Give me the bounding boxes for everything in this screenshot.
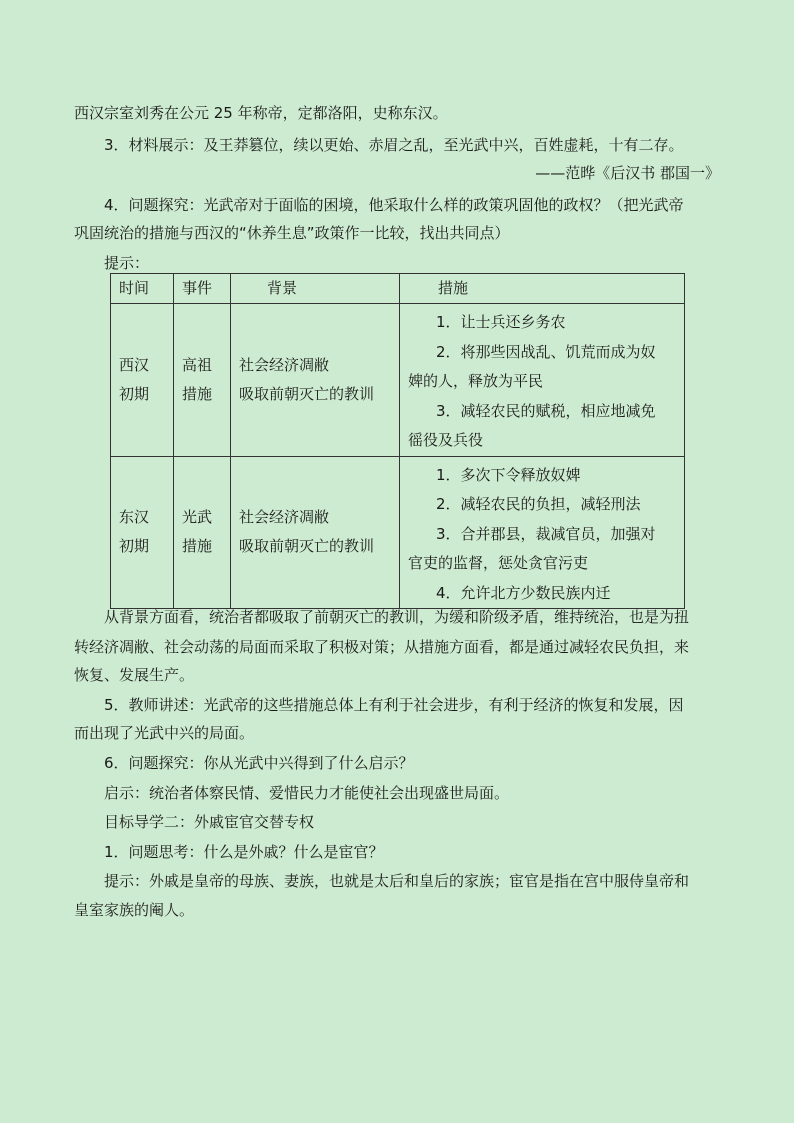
header-measures: 措施 [438, 279, 469, 297]
cell-time: 西汉 初期 [119, 355, 150, 403]
teacher-paragraph-cont: 而出现了光武中兴的局面。 [74, 724, 255, 742]
comparison-table [110, 273, 685, 609]
analysis-paragraph-cont: 恢复、发展生产。 [74, 666, 195, 684]
question-paragraph-cont: 巩固统治的措施与西汉的“休养生息”政策作一比较，找出共同点） [74, 224, 510, 242]
section-heading: 目标导学二：外戚宦官交替专权 [104, 813, 315, 831]
cell-event: 高祖 措施 [182, 355, 213, 403]
material-paragraph: 3．材料展示：及王莽篡位，续以更始、赤眉之乱，至光武中兴，百姓虚耗，十有二存。 [104, 136, 684, 154]
header-event: 事件 [182, 279, 213, 297]
cell-measures: 1．多次下令释放奴婢 2．减轻农民的负担，减轻刑法 3．合并郡县，裁减官员，加强对 官吏的监督，惩处贪官污吏 4．允许北方少数民族内迁 [408, 465, 656, 602]
cell-measures: 1．让士兵还乡务农 2．将那些因战乱、饥荒而成为奴 婢的人，释放为平民 3．减轻农民的赋税，相应地减免 徭役及兵役 [408, 313, 656, 449]
table-header-row [111, 274, 685, 304]
header-background: 背景 [267, 279, 298, 297]
inspiration-text: 启示：统治者体察民情、爱惜民力才能使社会出现盛世局面。 [104, 784, 510, 802]
cell-background: 社会经济凋敝 吸取前朝灭亡的教训 [239, 355, 375, 403]
question-6: 6．问题探究：你从光武中兴得到了什么启示？ [104, 754, 414, 772]
cell-event: 光武 措施 [182, 508, 213, 556]
analysis-paragraph: 从背景方面看，统治者都吸取了前朝灭亡的教训，为缓和阶级矛盾，维持统治，也是为扭 [104, 608, 690, 626]
table-row [111, 304, 685, 457]
hint-paragraph-cont: 皇室家族的阉人。 [74, 901, 195, 919]
hint-paragraph: 提示：外戚是皇帝的母族、妻族，也就是太后和皇后的家族；宦官是指在宫中服侍皇帝和 [104, 872, 690, 890]
cell-time: 东汉 初期 [119, 508, 150, 556]
hint-label: 提示： [104, 254, 150, 272]
cell-background: 社会经济凋敝 吸取前朝灭亡的教训 [239, 508, 375, 556]
analysis-paragraph-cont: 转经济凋敝、社会动荡的局面而采取了积极对策；从措施方面看，都是通过减轻农民负担，来 [74, 638, 690, 656]
source-citation: ——范晔《后汉书 郡国一》 [535, 164, 720, 182]
table-row [111, 456, 685, 609]
header-time: 时间 [119, 279, 150, 297]
question-paragraph: 4．问题探究：光武帝对于面临的困境，他采取什么样的政策巩固他的政权？（把光武帝 [104, 196, 684, 214]
teacher-paragraph: 5．教师讲述：光武帝的这些措施总体上有利于社会进步，有利于经济的恢复和发展，因 [104, 696, 684, 714]
question-1: 1．问题思考：什么是外戚？什么是宦官？ [104, 843, 384, 861]
text-line: 西汉宗室刘秀在公元 25 年称帝，定都洛阳，史称东汉。 [74, 104, 448, 122]
